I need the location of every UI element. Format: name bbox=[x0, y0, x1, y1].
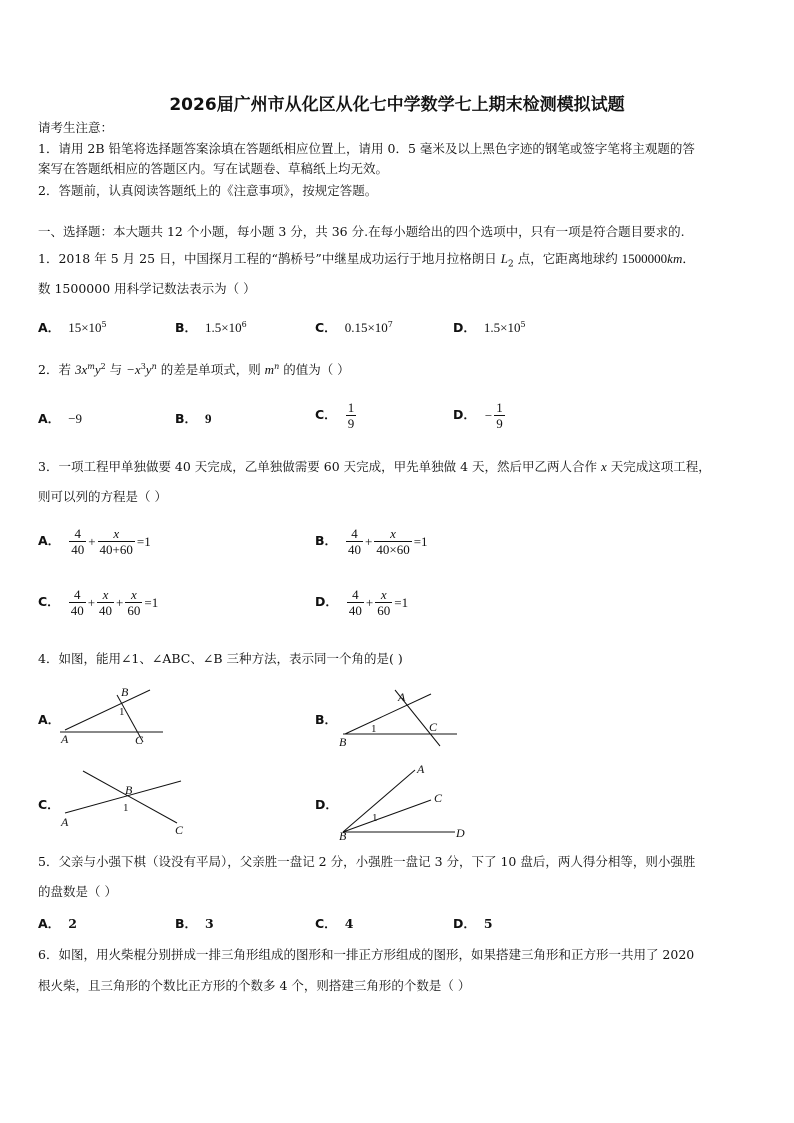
numerator: x bbox=[130, 587, 137, 602]
numerator: 1 bbox=[347, 400, 355, 415]
question-1-line-2: 数 1500000 用科学记数法表示为（ ） bbox=[38, 281, 256, 296]
option-exp: 6 bbox=[241, 320, 247, 329]
option-value: 3 bbox=[205, 916, 214, 931]
q3-x: x bbox=[601, 459, 607, 474]
fraction bbox=[69, 587, 86, 618]
q1-option-d[interactable] bbox=[453, 317, 526, 336]
q2-term1-exp-2: 2 bbox=[100, 362, 106, 371]
label-a: A bbox=[61, 732, 69, 746]
minus-sign: − bbox=[484, 407, 493, 423]
q2-term1-exp-m: m bbox=[87, 362, 95, 371]
q2-option-d[interactable] bbox=[453, 400, 506, 431]
fraction bbox=[347, 587, 364, 618]
q1-text-c: ． bbox=[682, 251, 695, 266]
plus-sign: + bbox=[365, 594, 374, 610]
denominator: 40×60 bbox=[376, 542, 410, 557]
ray-bc bbox=[343, 800, 431, 832]
option-exp: 7 bbox=[387, 320, 393, 329]
option-label: B． bbox=[175, 320, 198, 336]
q2-term1: 3x bbox=[74, 362, 88, 378]
denominator: 9 bbox=[496, 416, 503, 431]
option-value: 15×10 bbox=[68, 320, 102, 336]
question-1-line-1 bbox=[38, 251, 695, 273]
numerator: 4 bbox=[351, 526, 358, 541]
label-1: 1 bbox=[371, 723, 377, 735]
line-c bbox=[83, 771, 177, 823]
question-3-line-2: 则可以列的方程是（ ） bbox=[38, 489, 167, 504]
q2-term2: −x bbox=[126, 362, 141, 378]
ray-ba bbox=[343, 770, 415, 832]
plus-sign: + bbox=[116, 594, 124, 610]
plus-sign: + bbox=[88, 533, 96, 549]
numerator: 4 bbox=[352, 587, 359, 602]
option-label: B． bbox=[175, 411, 198, 426]
option-label: C． bbox=[38, 797, 60, 812]
fraction bbox=[69, 526, 86, 557]
fraction bbox=[97, 587, 114, 618]
denominator: 40 bbox=[71, 542, 85, 557]
denominator: 40+60 bbox=[99, 542, 133, 557]
option-label: A． bbox=[38, 916, 61, 931]
option-label: D． bbox=[315, 594, 338, 609]
q4-figure-b bbox=[335, 680, 465, 750]
q1-option-c[interactable] bbox=[315, 317, 393, 336]
option-value: 2 bbox=[68, 916, 77, 931]
q2-prefix: 2．若 bbox=[38, 362, 75, 378]
question-6-line-2: 根火柴，且三角形的个数比正方形的个数多 4 个，则搭建三角形的个数是（ ） bbox=[38, 978, 471, 993]
label-a: A bbox=[61, 815, 69, 829]
plus-sign: + bbox=[365, 533, 373, 549]
q2-suffix-a: 的差是单项式，则 bbox=[156, 362, 265, 378]
q2-term1-y: y bbox=[94, 362, 101, 378]
denominator: 40 bbox=[99, 603, 113, 618]
numerator: x bbox=[113, 526, 120, 541]
q2-suffix-b: 的值为（ ） bbox=[279, 362, 350, 378]
option-label: A． bbox=[38, 320, 61, 336]
q2-term2-exp-n: n bbox=[151, 362, 157, 371]
option-label: C． bbox=[315, 407, 337, 422]
q2-term2-y: y bbox=[145, 362, 152, 378]
notice-heading: 请考生注意： bbox=[38, 120, 114, 135]
q3-text-a: 3．一项工程甲单独做要 40 天完成，乙单独做需要 60 天完成，甲先单独做 4 天，然后甲乙两人合作 bbox=[38, 459, 602, 474]
q4-figure-d bbox=[335, 760, 475, 845]
q1-distance: 1500000 bbox=[621, 251, 668, 266]
fraction bbox=[346, 400, 357, 431]
option-label: B． bbox=[315, 533, 338, 548]
q3-option-a[interactable] bbox=[38, 526, 152, 557]
q3-text-b: 天完成这项工程， bbox=[606, 459, 711, 474]
q2-term2-exp-3: 3 bbox=[140, 362, 146, 371]
option-label: B． bbox=[315, 712, 338, 727]
option-label: A． bbox=[38, 533, 61, 548]
fraction bbox=[374, 526, 411, 557]
denominator: 9 bbox=[347, 416, 355, 431]
equals-rhs: =1 bbox=[394, 594, 409, 610]
fraction bbox=[98, 526, 135, 557]
notice-item-2: 2．答题前，认真阅读答题纸上的《注意事项》，按规定答题。 bbox=[38, 183, 378, 198]
numerator: x bbox=[390, 526, 396, 541]
label-b: B bbox=[121, 685, 129, 699]
denominator: 60 bbox=[127, 603, 141, 618]
plus-sign: + bbox=[87, 594, 96, 610]
label-a: A bbox=[417, 762, 425, 776]
option-label: D． bbox=[453, 320, 476, 336]
option-value: 0.15×10 bbox=[344, 320, 388, 336]
equals-rhs: =1 bbox=[413, 533, 428, 549]
label-1: 1 bbox=[372, 812, 378, 824]
denominator: 40 bbox=[70, 603, 84, 618]
equals-rhs: =1 bbox=[144, 594, 159, 610]
label-c: C bbox=[175, 823, 184, 837]
q1-l2: L bbox=[500, 251, 508, 266]
question-5-line-1: 5．父亲与小强下棋（设没有平局），父亲胜一盘记 2 分，小强胜一盘记 3 分，下了 10 盘后，两人得分相等，则小强胜 bbox=[38, 854, 696, 869]
option-label: A． bbox=[38, 411, 61, 426]
q5-option-c[interactable] bbox=[315, 916, 353, 932]
q1-text-a: 1．2018 年 5 月 25 日，中国探月工程的“鹊桥号”中继星成功运行于地月拉格朗日 bbox=[38, 251, 501, 266]
q2-option-c[interactable] bbox=[315, 400, 357, 431]
q1-unit: km bbox=[667, 251, 683, 266]
label-c: C bbox=[434, 791, 443, 805]
denominator: 40 bbox=[348, 542, 362, 557]
q2-option-b[interactable] bbox=[175, 411, 212, 427]
label-1: 1 bbox=[119, 706, 125, 718]
option-value: 1.5×10 bbox=[483, 320, 521, 336]
label-c: C bbox=[135, 733, 144, 747]
numerator: x bbox=[102, 587, 109, 602]
option-label: C． bbox=[315, 320, 337, 336]
fraction bbox=[494, 400, 505, 431]
q2-mid: 与 bbox=[105, 362, 127, 378]
numerator: 1 bbox=[496, 400, 503, 415]
q3-option-b[interactable] bbox=[315, 526, 429, 557]
option-exp: 5 bbox=[520, 320, 526, 329]
question-3-line-1 bbox=[38, 459, 711, 475]
q3-option-d[interactable] bbox=[315, 587, 409, 618]
q1-option-b[interactable] bbox=[175, 317, 247, 336]
denominator: 60 bbox=[377, 603, 391, 618]
option-label: C． bbox=[315, 916, 337, 931]
section-heading: 一、选择题：本大题共 12 个小题，每小题 3 分，共 36 分.在每小题给出的四个选项中，只有一项是符合题目要求的. bbox=[38, 224, 685, 239]
option-label: D． bbox=[453, 916, 476, 931]
question-5-line-2: 的盘数是（ ） bbox=[38, 884, 117, 899]
denominator: 40 bbox=[348, 603, 362, 618]
option-value: 4 bbox=[344, 916, 354, 931]
option-exp: 5 bbox=[101, 320, 107, 329]
q1-option-a[interactable] bbox=[38, 317, 107, 336]
numerator: 4 bbox=[73, 587, 81, 602]
numerator: 4 bbox=[74, 526, 81, 541]
page-title: 2026届广州市从化区从化七中学数学七上期末检测模拟试题 bbox=[169, 95, 625, 115]
q5-option-a[interactable] bbox=[38, 916, 77, 932]
q4-figure-c bbox=[55, 765, 195, 840]
line-ba bbox=[345, 694, 431, 734]
q2-mn-exp: n bbox=[274, 362, 280, 371]
label-1: 1 bbox=[123, 802, 129, 814]
option-label: D． bbox=[453, 407, 476, 422]
option-label: D． bbox=[315, 797, 338, 812]
label-a: A bbox=[398, 690, 406, 704]
line-ab bbox=[65, 690, 150, 730]
label-d: D bbox=[456, 826, 465, 840]
option-value: 1.5×10 bbox=[205, 320, 242, 336]
fraction bbox=[375, 587, 392, 618]
fraction bbox=[346, 526, 363, 557]
option-value: 9 bbox=[205, 411, 212, 426]
q1-text-b: 点，它距离地球约 bbox=[513, 251, 622, 266]
q5-option-b[interactable] bbox=[175, 916, 214, 932]
numerator: x bbox=[380, 587, 387, 602]
label-b: B bbox=[125, 783, 133, 797]
equals-rhs: =1 bbox=[136, 533, 151, 549]
label-c: C bbox=[429, 720, 438, 734]
label-b: B bbox=[339, 735, 347, 749]
option-label: A． bbox=[38, 712, 61, 727]
q4-figure-a bbox=[55, 680, 175, 750]
question-6-line-1: 6．如图，用火柴棍分别拼成一排三角形组成的图形和一排正方形组成的图形，如果搭建三角形和正方形一共用了 2020 bbox=[38, 947, 695, 962]
label-b: B bbox=[339, 829, 347, 843]
question-4: 4．如图，能用∠1、∠ABC、∠B 三种方法，表示同一个角的是( ) bbox=[38, 651, 403, 666]
option-value: 5 bbox=[483, 916, 493, 931]
q3-option-c[interactable] bbox=[38, 587, 159, 618]
q2-option-a[interactable] bbox=[38, 411, 82, 427]
option-value: −9 bbox=[68, 411, 83, 426]
q5-option-d[interactable] bbox=[453, 916, 493, 932]
question-2 bbox=[38, 359, 350, 378]
q1-l2-sub: 2 bbox=[507, 259, 514, 270]
notice-item-1b: 案写在答题纸相应的答题区内。写在试题卷、草稿纸上均无效。 bbox=[38, 161, 389, 176]
option-label: B． bbox=[175, 916, 198, 931]
option-label: C． bbox=[38, 594, 60, 609]
fraction bbox=[125, 587, 142, 618]
notice-item-1a: 1．请用 2B 铅笔将选择题答案涂填在答题纸相应位置上，请用 0．5 毫米及以上黑色字迹的钢笔或签字笔将主观题的答 bbox=[38, 141, 695, 156]
q2-mn-base: m bbox=[264, 362, 275, 378]
